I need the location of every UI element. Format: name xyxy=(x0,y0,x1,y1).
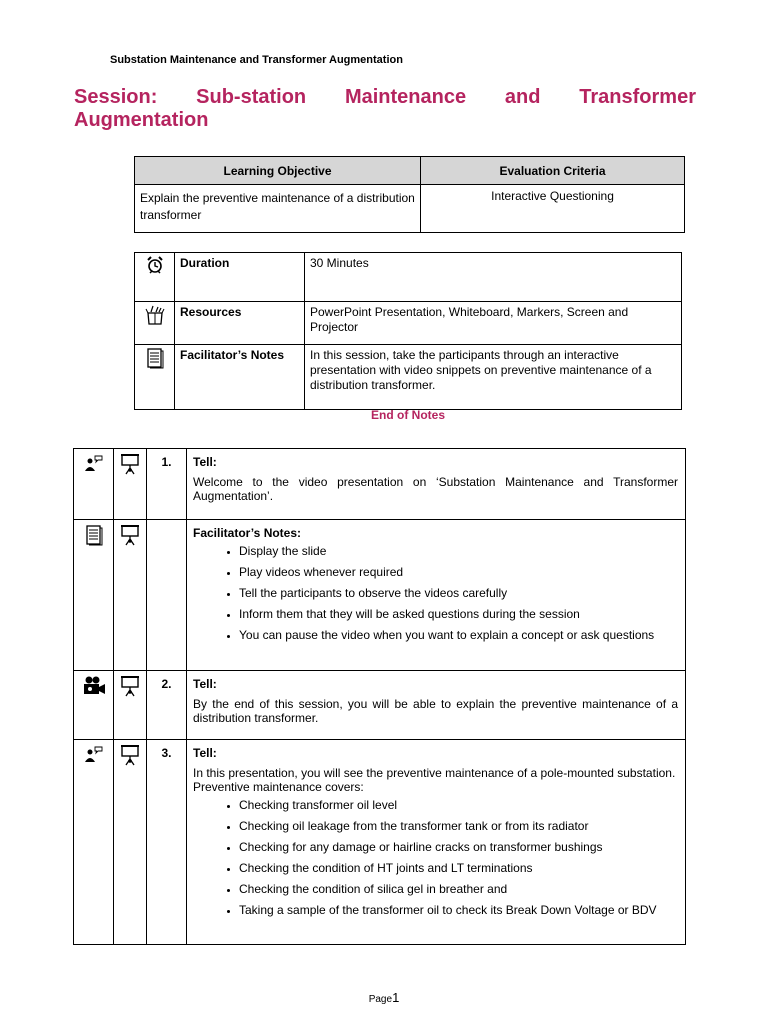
step-label: Tell: xyxy=(193,746,217,760)
step-text: By the end of this session, you will be able to explain the preventive maintenance of a distribution transformer. xyxy=(193,697,678,725)
table-row xyxy=(74,740,686,945)
video-camera-icon xyxy=(74,671,114,740)
presentation-icon xyxy=(114,520,147,671)
title-word: Maintenance xyxy=(344,86,467,108)
duration-value: 30 Minutes xyxy=(305,253,682,302)
list-item: • Taking a sample of the transformer oil to check its Break Down Voltage or BDV xyxy=(239,903,678,917)
duration-label: Duration xyxy=(175,253,305,302)
page-number: 1 xyxy=(392,990,400,1005)
list-item: • Play videos whenever required xyxy=(239,565,678,579)
list-item: • Tell the participants to observe the videos carefully xyxy=(239,586,678,600)
table-row xyxy=(74,671,686,740)
objective-header: Learning Objective xyxy=(135,157,421,185)
objective-table xyxy=(134,156,685,233)
list-item: • You can pause the video when you want to explain a concept or ask questions xyxy=(239,628,678,642)
page-footer xyxy=(0,990,768,1005)
step-number: 3. xyxy=(147,740,187,945)
page-label: Page xyxy=(368,994,393,1005)
notes-heading: Facilitator’s Notes: xyxy=(193,526,302,540)
session-title xyxy=(74,86,696,132)
step-label: Tell: xyxy=(193,455,217,469)
end-of-notes: End of Notes xyxy=(371,408,445,422)
step-number: 1. xyxy=(147,449,187,520)
maintenance-list xyxy=(193,798,678,917)
table-row xyxy=(74,449,686,520)
objective-cell: Explain the preventive maintenance of a distribution transformer xyxy=(135,185,421,233)
step-number: 2. xyxy=(147,671,187,740)
title-line-2: Augmentation xyxy=(74,109,209,131)
list-item: • Checking oil leakage from the transformer tank or from its radiator xyxy=(239,819,678,833)
list-item: • Checking the condition of HT joints and LT terminations xyxy=(239,861,678,875)
title-word: Transformer xyxy=(579,86,696,108)
notes-value: In this session, take the participants through an interactive presentation with video snippets on preventive maintenance of a distribution transformer. xyxy=(305,345,682,410)
notes-icon xyxy=(74,520,114,671)
criteria-header: Evaluation Criteria xyxy=(421,157,685,185)
criteria-cell: Interactive Questioning xyxy=(421,185,685,233)
speaker-icon xyxy=(74,449,114,520)
presentation-icon xyxy=(114,740,147,945)
session-info-table xyxy=(134,252,682,410)
list-item: • Checking for any damage or hairline cracks on transformer bushings xyxy=(239,840,678,854)
resources-label: Resources xyxy=(175,302,305,345)
resources-value: PowerPoint Presentation, Whiteboard, Markers, Screen and Projector xyxy=(305,302,682,345)
alarm-clock-icon xyxy=(135,253,175,302)
activity-table xyxy=(73,448,686,945)
notes-list xyxy=(193,544,678,642)
running-header: Substation Maintenance and Transformer Augmentation xyxy=(110,54,403,66)
step-text: Welcome to the video presentation on ‘Substation Maintenance and Transformer Augmentation’. xyxy=(193,475,678,503)
list-item: • Checking the condition of silica gel in breather and xyxy=(239,882,678,896)
list-item: • Inform them that they will be asked questions during the session xyxy=(239,607,678,621)
list-item: • Display the slide xyxy=(239,544,678,558)
step-text: In this presentation, you will see the preventive maintenance of a pole-mounted substation. Preventive maintenance covers: xyxy=(193,766,676,794)
list-item: • Checking transformer oil level xyxy=(239,798,678,812)
step-number-empty xyxy=(147,520,187,671)
title-word: Sub-station xyxy=(196,86,307,108)
presentation-icon xyxy=(114,671,147,740)
speaker-icon xyxy=(74,740,114,945)
presentation-icon xyxy=(114,449,147,520)
notes-icon xyxy=(135,345,175,410)
step-label: Tell: xyxy=(193,677,217,691)
resources-box-icon xyxy=(135,302,175,345)
notes-label: Facilitator’s Notes xyxy=(175,345,305,410)
title-word: Session: xyxy=(74,86,158,108)
table-row xyxy=(74,520,686,671)
title-word: and xyxy=(504,86,541,108)
